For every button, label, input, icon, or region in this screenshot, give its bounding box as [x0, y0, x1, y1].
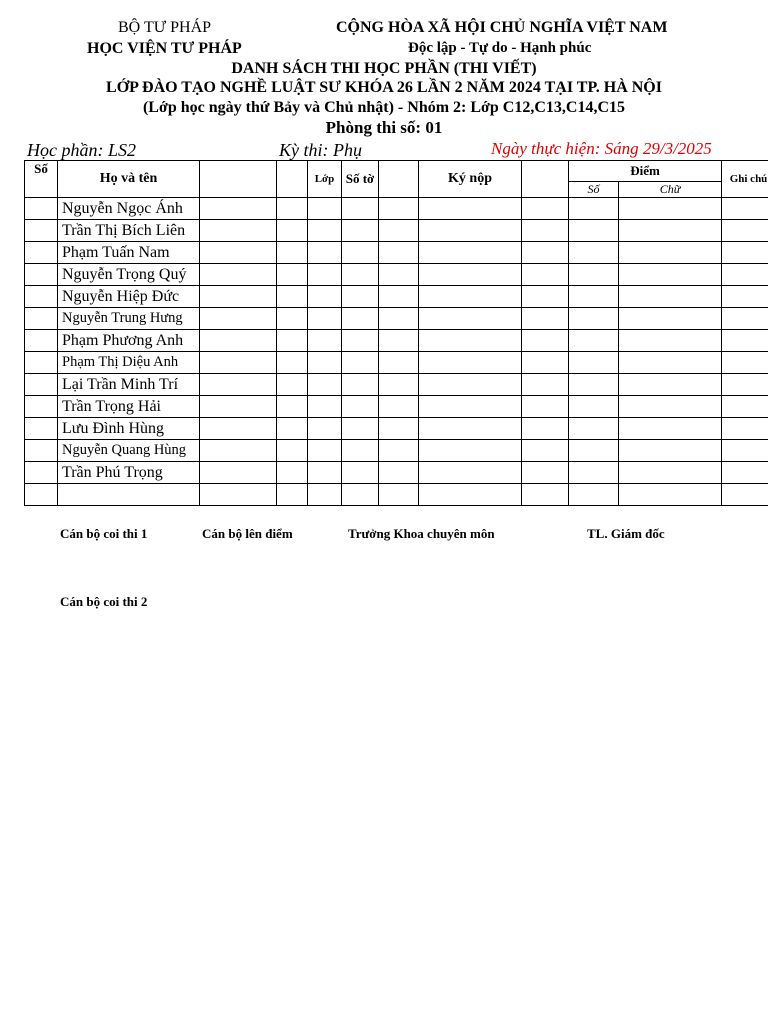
table-row — [25, 352, 768, 374]
table-row — [25, 462, 768, 484]
header-class: Lớp — [308, 161, 342, 198]
table-row — [25, 484, 768, 506]
student-name — [58, 484, 200, 506]
student-name: Phạm Thị Diệu Anh — [58, 352, 200, 374]
table-row — [25, 220, 768, 242]
header-blank-2 — [277, 161, 308, 198]
republic-name: CỘNG HÒA XÃ HỘI CHỦ NGHĨA VIỆT NAM — [336, 19, 668, 36]
table-row — [25, 242, 768, 264]
table-row — [25, 264, 768, 286]
exam-type-label: Kỳ thi: Phụ — [279, 140, 362, 160]
header-blank-3 — [379, 161, 419, 198]
grader-label: Cán bộ lên điểm — [202, 526, 293, 541]
table-row — [25, 286, 768, 308]
invigilator-1-label: Cán bộ coi thi 1 — [60, 526, 148, 541]
student-name: Nguyễn Trung Hưng — [58, 308, 200, 330]
header-so: Số — [25, 161, 58, 198]
header-signature: Ký nộp — [419, 161, 522, 198]
student-name: Nguyễn Quang Hùng — [58, 440, 200, 462]
national-motto: Độc lập - Tự do - Hạnh phúc — [408, 40, 592, 56]
header-score-words: Chữ — [619, 182, 722, 198]
exam-room: Phòng thi số: 01 — [325, 118, 443, 137]
student-name: Lưu Đình Hùng — [58, 418, 200, 440]
invigilator-2-label: Cán bộ coi thi 2 — [60, 594, 148, 609]
student-name: Nguyễn Trọng Quý — [58, 264, 200, 286]
header-score-number: Số — [569, 182, 619, 198]
student-name: Trần Trọng Hải — [58, 396, 200, 418]
student-name: Nguyễn Hiệp Đức — [58, 286, 200, 308]
table-row — [25, 198, 768, 220]
director-label: TL. Giám đốc — [587, 526, 665, 541]
department-head-label: Trưởng Khoa chuyên môn — [348, 526, 495, 541]
student-name: Trần Phú Trọng — [58, 462, 200, 484]
class-group: (Lớp học ngày thứ Bảy và Chủ nhật) - Nhóm 2: Lớp C12,C13,C14,C15 — [142, 99, 626, 116]
header-score: Điểm — [569, 161, 722, 182]
table-row — [25, 396, 768, 418]
document-title: DANH SÁCH THI HỌC PHẦN (THI VIẾT) — [231, 60, 537, 77]
student-name: Phạm Phương Anh — [58, 330, 200, 352]
student-name: Nguyễn Ngọc Ánh — [58, 198, 200, 220]
student-name: Lại Trần Minh Trí — [58, 374, 200, 396]
ministry-name: BỘ TƯ PHÁP — [118, 19, 212, 36]
header-blank-1 — [200, 161, 277, 198]
header-sheet-count: Số tờ — [342, 161, 379, 198]
header-note: Ghi chú — [722, 161, 768, 198]
student-name: Trần Thị Bích Liên — [58, 220, 200, 242]
student-name: Phạm Tuấn Nam — [58, 242, 200, 264]
student-list-table — [24, 160, 768, 506]
table-row — [25, 374, 768, 396]
table-row — [25, 440, 768, 462]
table-row — [25, 330, 768, 352]
academy-name: HỌC VIỆN TƯ PHÁP — [87, 40, 242, 57]
exam-date-label: Ngày thực hiện: Sáng 29/3/2025 — [491, 139, 712, 158]
course-title: LỚP ĐÀO TẠO NGHỀ LUẬT SƯ KHÓA 26 LẦN 2 NĂM 2024 TẠI TP. HÀ NỘI — [106, 79, 662, 96]
header-name: Họ và tên — [58, 161, 200, 198]
header-blank-4 — [522, 161, 569, 198]
table-row — [25, 418, 768, 440]
module-label: Học phần: LS2 — [27, 140, 136, 160]
table-row — [25, 308, 768, 330]
